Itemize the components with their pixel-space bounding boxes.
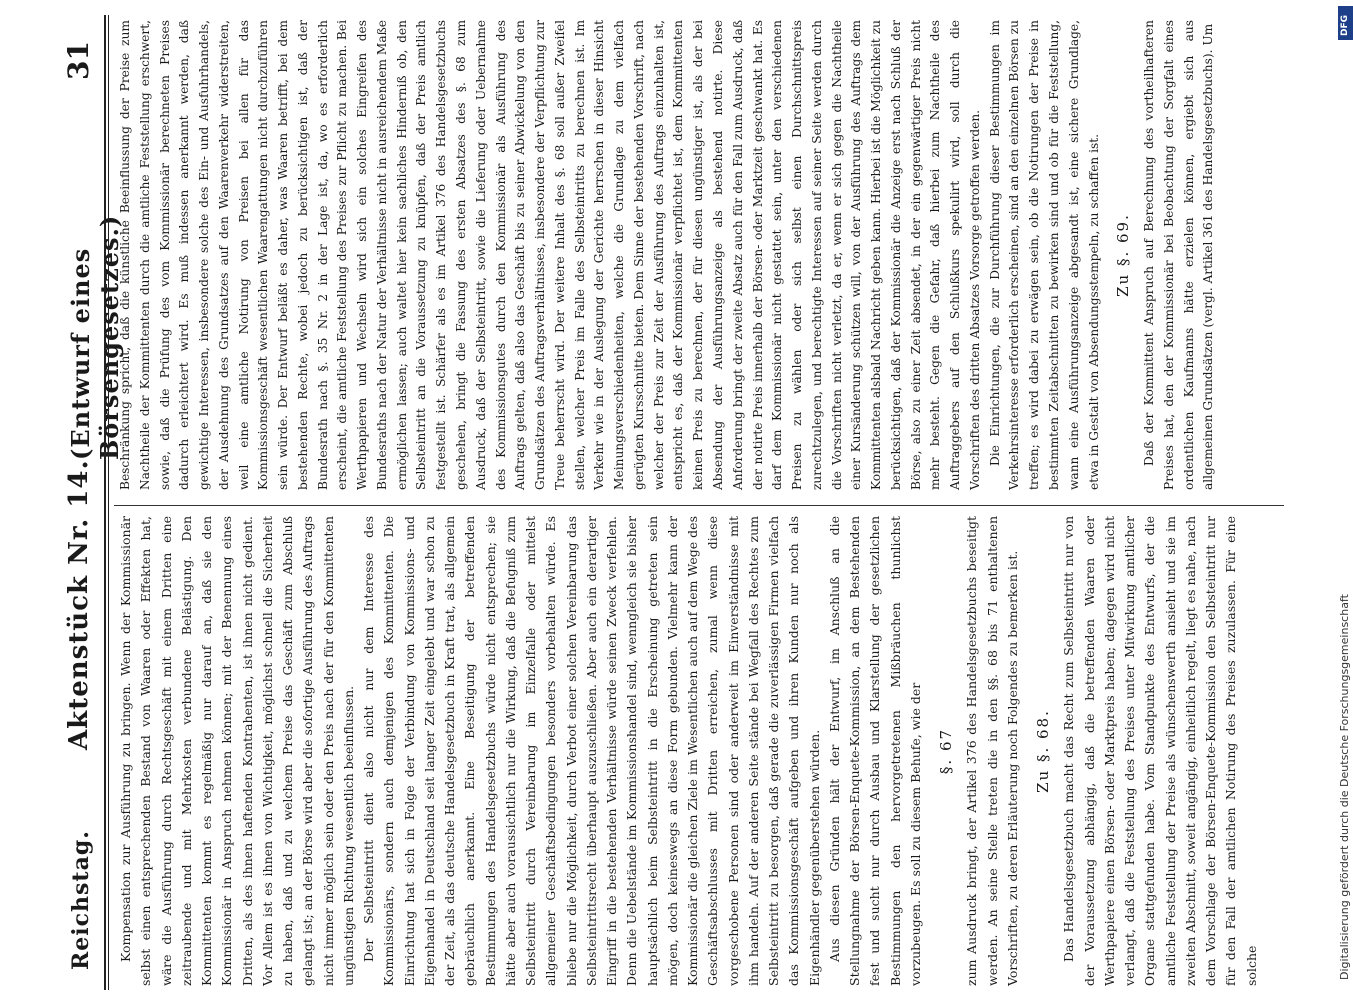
paragraph: Beschränkung spricht, daß die künstliche Beeinflussung der Preise zum Nachtheile der Kommittenten durch die amtliche Feststellung erschwert, sowie, daß die Prüfung des vom Kommissionär berechneten Preises dadurch erleichtert wird. Es muß indessen anerkannt werden, daß gewichtige Interessen, insbesondere solche des Ein- und Ausfuhrhandels, der Ausdehnung des Grundsatzes auf den Waarenverkehr widerstreiten, weil eine amtliche Notirung von Preisen bei allen für das Kommissionsgeschäft wesentlichen Waarengattungen nicht durchzuführen sein würde. Der Entwurf beläßt es daher, was Waaren betrifft, bei dem bestehenden Rechte, wobei jedoch zu berücksichtigen ist, daß der Bundesrath nach §. 35 Nr. 2 in der Lage ist, da, wo es erforderlich erscheint, die amtliche Feststellung des Preises zur Pflicht zu machen. Bei Werthpapieren und Wechseln wird sich ein solches Eingreifen des Bundesraths nach der Natur der Verhältnisse nicht in ausreichendem Maße ermöglichen lassen; auch waltet hier kein sachliches Hinderniß ob, den Selbsteintritt an die Voraussetzung zu knüpfen, daß der Preis amtlich festgestellt ist. Schärfer als es im Artikel 376 des Handelsgesetzbuchs geschehen, bringt die Fassung des ersten Absatzes des §. 68 zum Ausdruck, daß der Selbsteintritt, sowie die Lieferung oder Uebernahme des Kommissionsgutes durch den Kommissionär als Ausführung des Auftrags gelten, daß also das Geschäft bis zu seiner Abwickelung von den Grundsätzen des Auftragsverhältnisses, insbesondere der Verpflichtung zur Treue beherrscht wird. Der weitere Inhalt des §. 68 soll außer Zweifel stellen, welcher Preis im Falle des Selbsteintritts zu berechnen ist. Im Verkehr wie in der Auslegung der Gerichte herrschen in dieser Hinsicht Meinungsverschiedenheiten, welche die Grundlage zu dem vielfach gerügten Kursschnitte bieten. Dem Sinne der bestehenden Vorschrift, nach welcher der Preis zur Zeit der Ausführung des Auftrags einzuhalten ist, entspricht es, daß der Kommissionär verpflichtet ist, dem Kommittenten keinen Preis zu berechnen, der für diesen ungünstiger ist, als der bei Absendung der Ausführungsanzeige als bestehend notirte. Diese Anforderung bringt der zweite Absatz auch für den Fall zum Ausdruck, daß der notirte Preis innerhalb der Börsen- oder Marktzeit geschwankt hat. Es darf dem Kommissionär nicht gestattet sein, unter den verschiedenen Preisen zu wählen oder sich selbst einen Durchschnittspreis zurechtzulegen, und berechtigte Interessen auf seiner Seite werden durch die Vorschriften nicht verletzt, da er, wenn er sich gegen die Nachtheile einer Kursänderung schützen will, von der Ausführung des Auftrags dem Kommittenten alsbald Nachricht geben kann. Hierbei ist die Möglichkeit zu berücksichtigen, daß der Kommissionär die Anzeige erst nach Schluß der Börse, also zu einer Zeit absendet, in der ein gegenwärtiger Preis nicht mehr besteht. Gegen die Gefahr, daß hierbei zum Nachtheile des Auftraggebers auf den Schlußkurs spekulirt wird, soll durch die Vorschriften des dritten Absatzes Vorsorge getroffen werden. <box>118 20 982 490</box>
page-number: 31 <box>62 41 95 80</box>
digitization-note-text: Digitalisierung gefördert durch die Deutsche Forschungsgemeinschaft <box>1338 594 1351 980</box>
paragraph: Die Einrichtungen, die zur Durchführung dieser Bestimmungen im Verkehrsinteresse erforderlich erscheinen, sind an den einzelnen Börsen zu treffen; es wird dabei zu erwägen sein, ob die Notirungen der Preise in bestimmten Zeitabschnitten zu bewirken sind und ob für die Feststellung, wann eine Ausführungsanzeige abgesandt ist, eine sichere Grundlage, etwa in Gestalt von Absendungsstempeln, zu schaffen ist. <box>987 20 1101 490</box>
column-divider <box>114 505 1284 506</box>
digitization-note <box>1336 100 1353 980</box>
paragraph: Das Handelsgesetzbuch macht das Recht zum Selbsteintritt nur von der Voraussetzung abhängig, daß die betreffenden Waaren oder Werthpapiere einen Börsen- oder Marktpreis haben; dagegen wird nicht verlangt, daß die Feststellung des Preises unter Mitwirkung amtlicher Organe stattgefunden habe. Vom Standpunkte des Entwurfs, der die amtliche Feststellung der Preise als wünschenswerth ansieht und sie im zweiten Abschnitt, soweit angängig, einheitlich regelt, liegt es nahe, nach dem Vorschlage der Börsen-Enquete-Kommission den Selbsteintritt nur für den Fall der amtlichen Notirung des Preises zuzulassen. Für eine solche <box>1061 516 1259 986</box>
right-column <box>116 20 1219 490</box>
left-column <box>116 516 1262 986</box>
rotated-page-content <box>18 0 1318 1000</box>
paragraph: zum Ausdruck bringt, der Artikel 376 des Handelsgesetzbuchs beseitigt werden. An seine Stelle treten die in den §§. 68 bis 71 enthaltenen Vorschriften, zu deren Erläuterung noch Folgendes zu bemerken ist. <box>964 516 1020 986</box>
paragraph: Daß der Kommittent Anspruch auf Berechnung des vortheilhafteren Preises hat, den der Kommissionär bei Beobachtung der Sorgfalt eines ordentlichen Kaufmanns hätte erzielen können, ergiebt sich aus allgemeinen Grundsätzen (vergl. Artikel 361 des Handelsgesetzbuchs). Um <box>1142 20 1216 490</box>
section-heading-69: Zu §. 69. <box>1114 213 1133 297</box>
section-heading-67: §. 67 <box>937 727 955 775</box>
running-header <box>38 0 124 1000</box>
header-rule <box>104 15 106 990</box>
header-aktenstueck: Aktenstück Nr. 14. <box>64 459 94 750</box>
header-title: (Entwurf eines Börsengesetzes.) <box>66 214 124 460</box>
paragraph: Kompensation zur Ausführung zu bringen. Wenn der Kommissionär selbst einen entsprechenden Bestand von Waaren oder Effekten hat, wäre die Ausführung durch Rechtsgeschäft mit einem Dritten eine zeitraubende und mit Mehrkosten verbundene Belästigung. Den Kommittenten kommt es regelmäßig nur darauf an, daß sie den Kommissionär in Anspruch nehmen können; mit der Benennung eines Dritten, als des ihnen haftenden Kontrahenten, ist ihnen nicht gedient. Vor Allem ist es ihnen von Wichtigkeit, möglichst schnell die Sicherheit zu haben, daß und zu welchem Preise das Geschäft zum Abschluß gelangt ist; an der Börse wird aber die sofortige Ausführung des Auftrags nicht immer möglich sein oder den Preis nach der für den Kommittenten ungünstigen Richtung wesentlich beeinflussen. <box>118 516 356 986</box>
section-heading-68: Zu §. 68. <box>1034 709 1052 793</box>
paragraph: Aus diesen Gründen hält der Entwurf, im Anschluß an die Stellungnahme der Börsen-Enquete-Kommission, an dem Bestehenden fest und sucht nur durch Ausbau und Klarstellung der gesetzlichen Bestimmungen den hervorgetretenen Mißbräuchen thunlichst vorzubeugen. Es soll zu diesem Behufe, wie der <box>826 516 923 986</box>
header-reichstag: Reichstag. <box>68 830 94 970</box>
header-rule-thin <box>108 15 109 990</box>
paragraph: Der Selbsteintritt dient also nicht nur dem Interesse des Kommissionärs, sondern auch demjenigen des Kommittenten. Die Einrichtung hat sich in Folge der Verbindung von Kommissions- und Eigenhandel in Deutschland seit langer Zeit eingelebt und war schon zu der Zeit, als das deutsche Handelsgesetzbuch in Kraft trat, als allgemein gebräuchlich anerkannt. Eine Beseitigung der betreffenden Bestimmungen des Handelsgesetzbuchs würde nicht entsprechen; sie hätte aber auch voraussichtlich nur die Wirkung, daß die Befugniß zum Selbsteintritt durch Vereinbarung im Einzelfalle oder mittelst allgemeiner Geschäftsbedingungen besonders vorbehalten würde. Es bliebe nur die Möglichkeit, durch Verbot einer solchen Vereinbarung das Selbsteintrittsrecht überhaupt auszuschließen. Aber auch ein derartiger Eingriff in die bestehenden Verhältnisse würde seinen Zweck verfehlen. Denn die Uebelstände im Kommissionshandel sind, wenngleich sie bisher hauptsächlich beim Selbsteintritt in die Erscheinung getreten sein mögen, doch keineswegs an diese Form gebunden. Vielmehr kann der Kommissionär die gleichen Ziele im Wesentlichen auch auf dem Wege des Geschäftsabschlusses mit Dritten erreichen, zumal wenn diese vorgeschobene Personen sind oder anderweit im Einverständnisse mit ihm handeln. Auf der anderen Seite stände bei Wegfall des Rechtes zum Selbsteintritt zu besorgen, daß gerade die zuverlässigen Firmen vielfach das Kommissionsgeschäft aufgeben und ihren Kunden nur noch als Eigenhändler gegenüberstehen würden. <box>361 516 822 986</box>
dfg-logo: DFG <box>1338 6 1353 40</box>
